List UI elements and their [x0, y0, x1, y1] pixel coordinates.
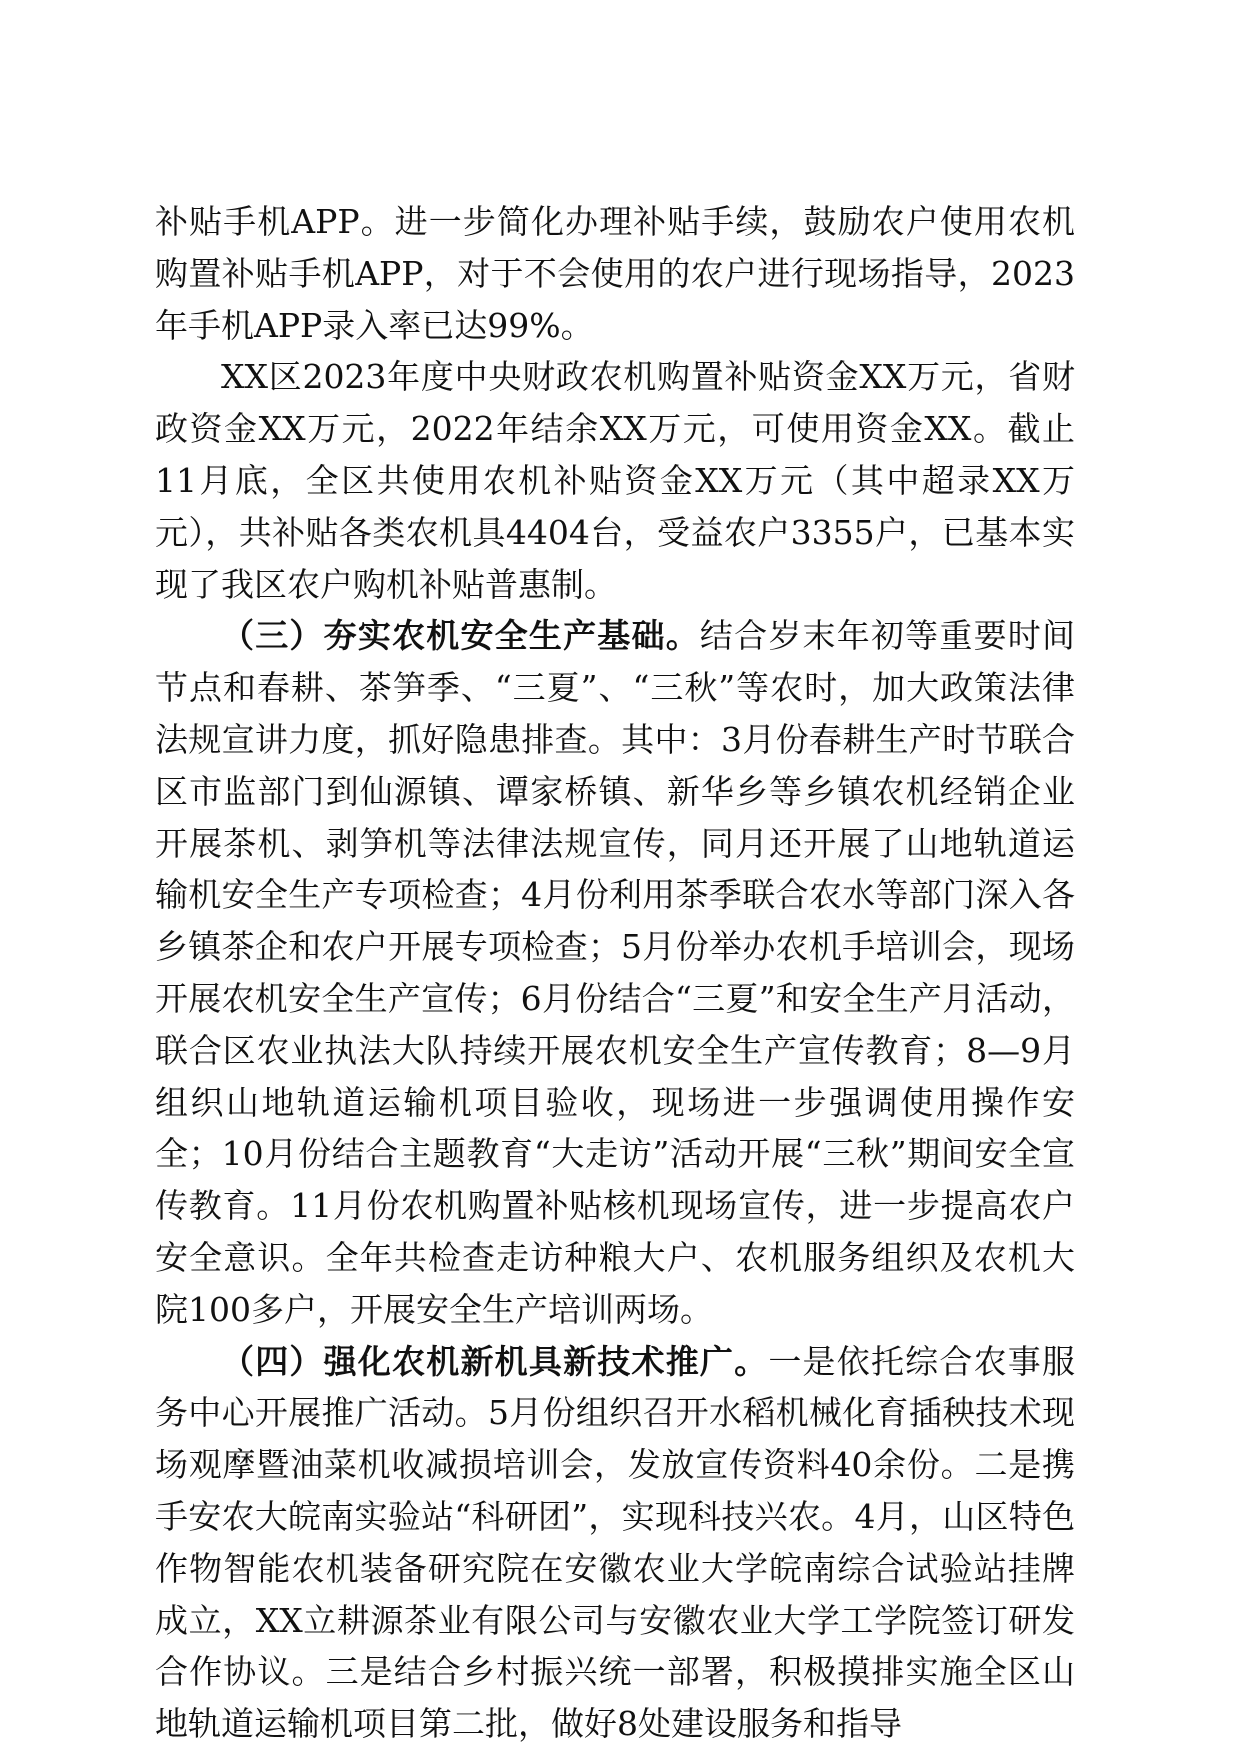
body-text	[155, 196, 1075, 1750]
paragraph-app-subsidy	[155, 196, 1075, 351]
paragraph-subsidy-funds	[155, 351, 1075, 610]
paragraph-new-technology	[155, 1336, 1075, 1750]
paragraph-text: 补贴手机APP。进一步简化办理补贴手续，鼓励农户使用农机购置补贴手机APP，对于不会使用的农户进行现场指导，2023年手机APP录入率已达99%。	[155, 202, 1075, 345]
section-heading: （四）强化农机新机具新技术推广。	[221, 1341, 769, 1381]
paragraph-text: 结合岁末年初等重要时间节点和春耕、茶笋季、“三夏”、“三秋”等农时，加大政策法律法规宣讲力度，抓好隐患排查。其中：3月份春耕生产时节联合区市监部门到仙源镇、谭家桥镇、新华乡等乡镇农机经销企业开展茶机、剥笋机等法律法规宣传，同月还开展了山地轨道运输机安全生产专项检查；4月份利用茶季联合农水等部门深入各乡镇茶企和农户开展专项检查；5月份举办农机手培训会，现场开展农机安全生产宣传；6月份结合“三夏”和安全生产月活动，联合区农业执法大队持续开展农机安全生产宣传教育；8—9月组织山地轨道运输机项目验收，现场进一步强调使用操作安全；10月份结合主题教育“大走访”活动开展“三秋”期间安全宣传教育。11月份农机购置补贴核机现场宣传，进一步提高农户安全意识。全年共检查走访种粮大户、农机服务组织及农机大院100多户，开展安全生产培训两场。	[155, 616, 1076, 1329]
paragraph-text: 一是依托综合农事服务中心开展推广活动。5月份组织召开水稻机械化育插秧技术现场观摩暨油菜机收减损培训会，发放宣传资料40余份。二是携手安农大皖南实验站“科研团”，实现科技兴农。4月，山区特色作物智能农机装备研究院在安徽农业大学皖南综合试验站挂牌成立，XX立耕源茶业有限公司与安徽农业大学工学院签订研发合作协议。三是结合乡村振兴统一部署，积极摸排实施全区山地轨道运输机项目第二批，做好8处建设服务和指导	[155, 1341, 1076, 1744]
paragraph-text: XX区2023年度中央财政农机购置补贴资金XX万元，省财政资金XX万元，2022年结余XX万元，可使用资金XX。截止11月底，全区共使用农机补贴资金XX万元（其中超录XX万元），共补贴各类农机具4404台，受益农户3355户，已基本实现了我区农户购机补贴普惠制。	[155, 357, 1075, 604]
section-heading: （三）夯实农机安全生产基础。	[221, 616, 700, 656]
paragraph-safety-production	[155, 610, 1075, 1335]
